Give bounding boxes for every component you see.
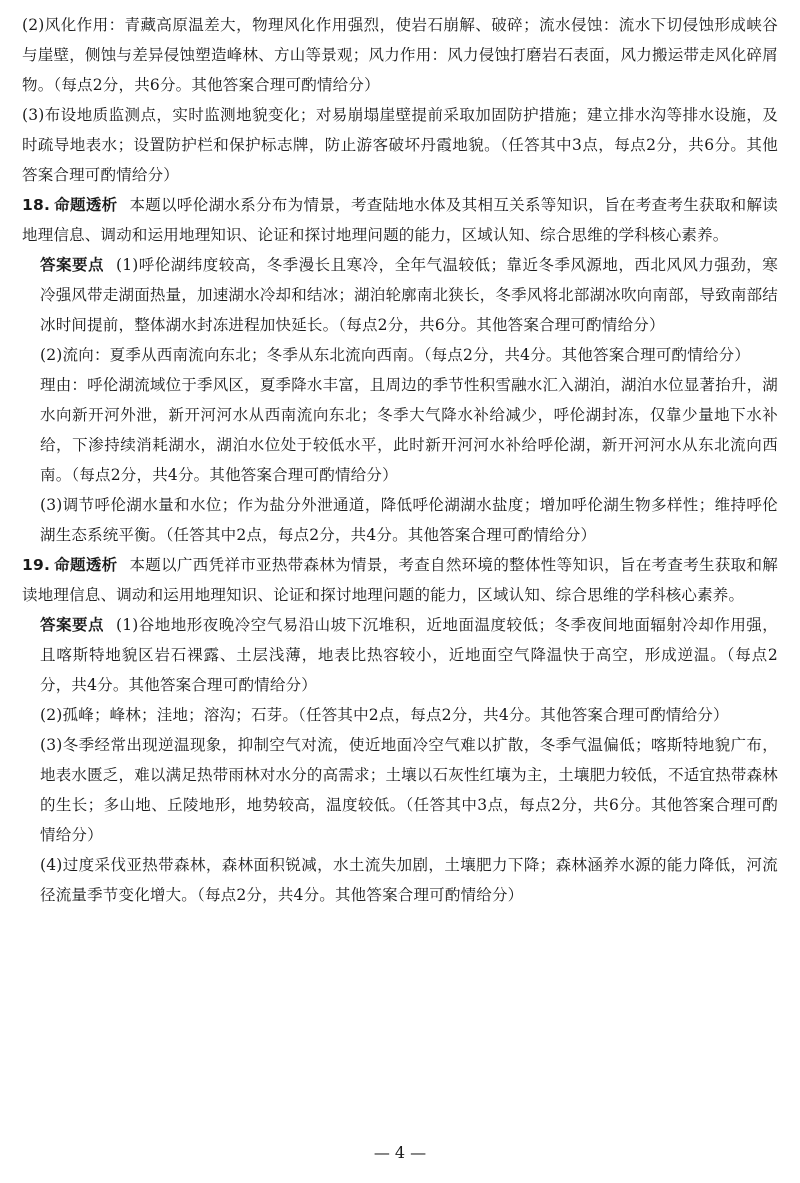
q18-answer-1-text: (1)呼伦湖纬度较高，冬季漫长且寒冷，全年气温较低；靠近冬季风源地，西北风风力强劲，寒冷强风带走湖面热量，加速湖水冷却和结冰；湖泊轮廓南北狭长，冬季风将北部湖冰吹向南部，导致南部结冰时间提前，整体湖水封冻进程加快延长。（每点2分，共6分。其他答案合理可酌情给分） — [40, 256, 778, 334]
q19-answer-2: (2)孤峰；峰林；洼地；溶沟；石芽。（任答其中2点，每点2分，共4分。其他答案合理可酌情给分） — [40, 706, 729, 724]
q18-answer-label: 答案要点 — [40, 256, 104, 274]
q19-intro — [22, 550, 778, 610]
q19-answer-1-text: (1)谷地地形夜晚冷空气易沿山坡下沉堆积，近地面温度较低；冬季夜间地面辐射冷却作用强，且喀斯特地貌区岩石裸露、土层浅薄，地表比热容较小，近地面空气降温快于高空，形成逆温。（每点2分，共4分。其他答案合理可酌情给分） — [40, 616, 778, 694]
q18-intro-text: 本题以呼伦湖水系分布为情景，考查陆地水体及其相互关系等知识，旨在考查考生获取和解读地理信息、调动和运用地理知识、论证和探讨地理问题的能力，区域认知、综合思维的学科核心素养。 — [22, 196, 778, 244]
question-19 — [22, 550, 778, 910]
page-number: — 4 — — [373, 1143, 427, 1162]
q18-answer-1 — [22, 250, 778, 340]
q19-intro-text: 本题以广西凭祥市亚热带森林为情景，考查自然环境的整体性等知识，旨在考查考生获取和解读地理信息、调动和运用地理知识、论证和探讨地理问题的能力，区域认知、综合思维的学科核心素养。 — [22, 556, 778, 604]
question-17-continued — [22, 10, 778, 190]
q19-answer-3: (3)冬季经常出现逆温现象，抑制空气对流，使近地面冷空气难以扩散，冬季气温偏低；喀斯特地貌广布，地表水匮乏，难以满足热带雨林对水分的高需求；土壤以石灰性红壤为主，土壤肥力较低，不适宜热带森林的生长；多山地、丘陵地形，地势较高，温度较低。（任答其中3点，每点2分，共6分。其他答案合理可酌情给分） — [40, 736, 778, 844]
q18-intro-label: 命题透析 — [54, 196, 118, 214]
q18-number: 18. — [22, 196, 51, 214]
q18-answer-2: (2)流向：夏季从西南流向东北；冬季从东北流向西南。（每点2分，共4分。其他答案合理可酌情给分） — [40, 346, 751, 364]
q17-answer-3: (3)布设地质监测点，实时监测地貌变化；对易崩塌崖壁提前采取加固防护措施；建立排水沟等排水设施，及时疏导地表水；设置防护栏和保护标志牌，防止游客破坏丹霞地貌。（任答其中3点，每点2分，共6分。其他答案合理可酌情给分） — [22, 106, 778, 184]
question-18 — [22, 190, 778, 550]
q17-answer-2: (2)风化作用：青藏高原温差大，物理风化作用强烈，使岩石崩解、破碎；流水侵蚀：流水下切侵蚀形成峡谷与崖壁，侧蚀与差异侵蚀塑造峰林、方山等景观；风力作用：风力侵蚀打磨岩石表面，风力搬运带走风化碎屑物。（每点2分，共6分。其他答案合理可酌情给分） — [22, 16, 778, 94]
q18-answer-2-reason: 理由：呼伦湖流域位于季风区，夏季降水丰富，且周边的季节性积雪融水汇入湖泊，湖泊水位显著抬升，湖水向新开河外泄，新开河河水从西南流向东北；冬季大气降水补给减少，呼伦湖封冻，仅靠少量地下水补给，下渗持续消耗湖水，湖泊水位处于较低水平，此时新开河河水补给呼伦湖，新开河河水从东北流向西南。（每点2分，共4分。其他答案合理可酌情给分） — [40, 376, 778, 484]
q19-intro-label: 命题透析 — [54, 556, 118, 574]
q19-answer-4: (4)过度采伐亚热带森林，森林面积锐减，水土流失加剧，土壤肥力下降；森林涵养水源的能力降低，河流径流量季节变化增大。（每点2分，共4分。其他答案合理可酌情给分） — [40, 856, 778, 904]
q19-answer-label: 答案要点 — [40, 616, 104, 634]
q18-intro — [22, 190, 778, 250]
q19-number: 19. — [22, 556, 51, 574]
q18-answer-3: (3)调节呼伦湖水量和水位；作为盐分外泄通道，降低呼伦湖湖水盐度；增加呼伦湖生物多样性；维持呼伦湖生态系统平衡。（任答其中2点，每点2分，共4分。其他答案合理可酌情给分） — [40, 496, 778, 544]
q19-answer-1 — [22, 610, 778, 700]
